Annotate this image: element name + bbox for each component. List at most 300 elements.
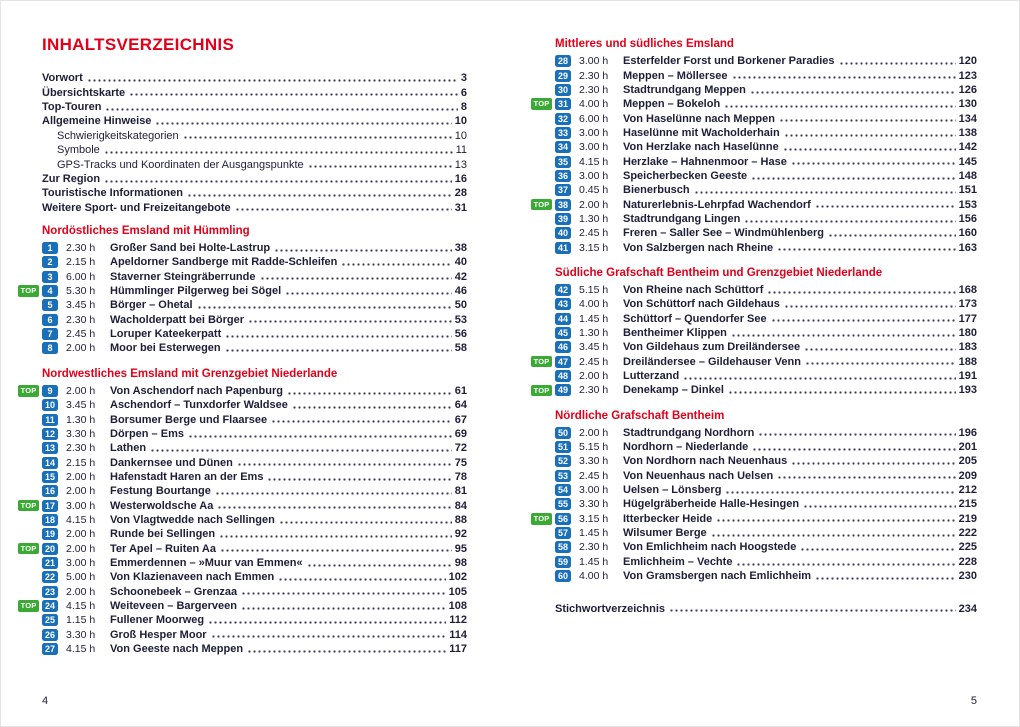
page-ref: 212 xyxy=(958,484,977,497)
tour-title: Dankernsee und Dünen xyxy=(110,456,233,469)
tour-title: Von Aschendorf nach Papenburg xyxy=(110,384,283,397)
duration: 2.00 h xyxy=(579,426,609,439)
duration: 3.00 h xyxy=(66,499,96,512)
tour-title: Emlichheim – Vechte xyxy=(623,555,733,568)
dot-leader xyxy=(183,136,452,139)
front-matter-label: Vorwort xyxy=(42,72,83,85)
dot-leader xyxy=(292,406,452,409)
page-ref: 196 xyxy=(958,426,977,439)
tour-number-badge: 27 xyxy=(42,643,58,655)
dot-leader xyxy=(828,234,956,237)
tour-title: Hügelgräberheide Halle-Hesingen xyxy=(623,498,800,511)
tour-title: Von Neuenhaus nach Uelsen xyxy=(623,469,774,482)
duration: 6.00 h xyxy=(66,270,96,283)
tour-number-badge: 38 xyxy=(555,199,571,211)
top-badge-slot xyxy=(522,356,555,368)
front-matter-row xyxy=(42,172,467,186)
tour-number-badge: 12 xyxy=(42,428,58,440)
dot-leader xyxy=(197,306,452,309)
tour-number-badge: 35 xyxy=(555,156,571,168)
tour-number-badge: 13 xyxy=(42,442,58,454)
tour-title: Ter Apel – Ruiten Aa xyxy=(110,542,216,555)
front-matter-label: Zur Region xyxy=(42,172,101,185)
tour-number-badge: 33 xyxy=(555,127,571,139)
tour-entry xyxy=(9,412,467,426)
section-heading: Südliche Grafschaft Bentheim und Grenzgebiet Niederlande xyxy=(555,266,883,279)
dot-leader xyxy=(732,76,956,79)
duration: 4.15 h xyxy=(66,599,96,612)
tour-number-badge: 48 xyxy=(555,370,571,382)
tour-number-badge: 24 xyxy=(42,600,58,612)
tour-entry xyxy=(522,212,977,226)
dot-leader xyxy=(744,220,955,223)
tour-title: Dörpen – Ems xyxy=(110,427,184,440)
duration: 2.00 h xyxy=(579,198,609,211)
page-ref: 209 xyxy=(958,469,977,482)
dot-leader xyxy=(287,392,452,395)
tour-number-badge: 25 xyxy=(42,614,58,626)
tour-title: Von Herzlake nach Haselünne xyxy=(623,141,779,154)
front-matter-row xyxy=(42,201,467,215)
page-ref: 102 xyxy=(448,571,467,584)
dot-leader xyxy=(779,119,956,122)
dot-leader xyxy=(267,478,451,481)
top-badge-slot xyxy=(9,385,42,397)
dot-leader xyxy=(694,191,956,194)
dot-leader xyxy=(129,93,458,96)
tour-entry xyxy=(522,469,977,483)
tour-number-badge: 44 xyxy=(555,313,571,325)
tour-title: Lutterzand xyxy=(623,370,680,383)
page-ref: 117 xyxy=(449,643,467,656)
tour-number-badge: 31 xyxy=(555,98,571,110)
tour-entry xyxy=(522,68,977,82)
tour-entry xyxy=(9,384,467,398)
front-matter-label: Allgemeine Hinweise xyxy=(42,115,152,128)
top-badge: TOP xyxy=(531,356,552,368)
page-ref: 193 xyxy=(958,384,977,397)
dot-leader xyxy=(241,592,445,595)
duration: 2.00 h xyxy=(66,528,96,541)
page-ref: 3 xyxy=(460,72,467,85)
tour-entry xyxy=(522,97,977,111)
tour-title: Bentheimer Klippen xyxy=(623,327,727,340)
duration: 4.15 h xyxy=(66,643,96,656)
front-matter-row xyxy=(42,71,467,85)
tour-number-badge: 15 xyxy=(42,471,58,483)
tour-title: Börger – Ohetal xyxy=(110,299,193,312)
tour-entry xyxy=(9,541,467,555)
tour-number-badge: 36 xyxy=(555,170,571,182)
tour-entry xyxy=(522,569,977,583)
tour-number-badge: 54 xyxy=(555,484,571,496)
tour-entry xyxy=(522,555,977,569)
tour-entry xyxy=(522,54,977,68)
top-badge: TOP xyxy=(18,600,39,612)
dot-leader xyxy=(104,180,452,183)
tour-title: Von Vlagtwedde nach Sellingen xyxy=(110,513,275,526)
tour-entry-list xyxy=(9,384,467,657)
front-matter-row xyxy=(42,85,467,99)
page-ref: 78 xyxy=(454,470,467,483)
tour-number-badge: 51 xyxy=(555,441,571,453)
top-badge-slot xyxy=(9,285,42,297)
dot-leader xyxy=(777,248,955,251)
dot-leader xyxy=(225,335,451,338)
tour-number-badge: 46 xyxy=(555,341,571,353)
tour-number-badge: 60 xyxy=(555,570,571,582)
page-ref: 11 xyxy=(455,144,467,157)
tour-entry xyxy=(522,197,977,211)
dot-leader xyxy=(150,449,452,452)
page-ref: 177 xyxy=(958,312,977,325)
page-ref: 28 xyxy=(454,187,467,200)
tour-number-badge: 14 xyxy=(42,457,58,469)
duration: 3.45 h xyxy=(66,399,96,412)
duration: 6.00 h xyxy=(579,112,609,125)
page-ref: 92 xyxy=(454,528,467,541)
page-ref: 173 xyxy=(958,298,977,311)
page-ref: 215 xyxy=(958,498,977,511)
dot-leader xyxy=(783,148,956,151)
tour-entry xyxy=(522,312,977,326)
tour-number-badge: 41 xyxy=(555,242,571,254)
index-label: Stichwortverzeichnis xyxy=(555,602,666,615)
dot-leader xyxy=(215,492,452,495)
tour-title: Dreiländersee – Gildehauser Venn xyxy=(623,355,801,368)
duration: 2.30 h xyxy=(66,313,96,326)
dot-leader xyxy=(260,277,452,280)
section-heading: Nordöstliches Emsland mit Hümmling xyxy=(42,224,250,237)
page-ref: 228 xyxy=(958,555,977,568)
top-badge: TOP xyxy=(18,543,39,555)
tour-entry xyxy=(9,255,467,269)
tour-number-badge: 45 xyxy=(555,327,571,339)
dot-leader xyxy=(285,292,452,295)
front-matter-label: Touristische Informationen xyxy=(42,187,183,200)
dot-leader xyxy=(155,122,451,125)
tour-title: Von Gramsbergen nach Emlichheim xyxy=(623,570,812,583)
page-ref: 46 xyxy=(454,285,467,298)
dot-leader xyxy=(208,621,446,624)
tour-title: Aschendorf – Tunxdorfer Waldsee xyxy=(110,399,288,412)
duration: 2.30 h xyxy=(579,69,609,82)
tour-entry xyxy=(9,284,467,298)
duration: 1.30 h xyxy=(579,327,609,340)
page-ref: 10 xyxy=(454,115,467,128)
page-ref: 138 xyxy=(958,126,977,139)
duration: 2.00 h xyxy=(66,342,96,355)
tour-number-badge: 56 xyxy=(555,513,571,525)
tour-title: Großer Sand bei Holte-Lastrup xyxy=(110,242,271,255)
page-ref: 142 xyxy=(958,141,977,154)
tour-title: Fullener Moorweg xyxy=(110,614,205,627)
top-badge: TOP xyxy=(18,285,39,297)
top-badge-slot xyxy=(522,513,555,525)
page-ref: 205 xyxy=(958,455,977,468)
tour-entry xyxy=(522,512,977,526)
front-matter-row xyxy=(42,100,467,114)
tour-title: Hümmlinger Pilgerweg bei Sögel xyxy=(110,285,282,298)
front-matter-label: Schwierigkeitskategorien xyxy=(57,129,179,142)
dot-leader xyxy=(752,448,955,451)
page-ref: 16 xyxy=(454,172,467,185)
front-matter-row xyxy=(42,143,467,157)
duration: 5.30 h xyxy=(66,285,96,298)
dot-leader xyxy=(839,62,956,65)
dot-leader xyxy=(308,165,452,168)
tour-entry xyxy=(9,327,467,341)
page-ref: 126 xyxy=(958,83,977,96)
tour-number-badge: 17 xyxy=(42,500,58,512)
section-heading: Mittleres und südliches Emsland xyxy=(555,38,734,50)
tour-title: Von Gildehaus zum Dreiländersee xyxy=(623,341,801,354)
duration: 5.15 h xyxy=(579,441,609,454)
duration: 2.00 h xyxy=(66,384,96,397)
page-ref: 145 xyxy=(958,155,977,168)
tour-number-badge: 53 xyxy=(555,470,571,482)
dot-leader xyxy=(804,348,956,351)
duration: 3.00 h xyxy=(579,484,609,497)
tour-title: Wilsumer Berge xyxy=(623,527,707,540)
front-matter-label: Weitere Sport- und Freizeitangebote xyxy=(42,201,231,214)
page-ref: 168 xyxy=(958,283,977,296)
tour-number-badge: 11 xyxy=(42,414,58,426)
tour-title: Westerwoldsche Aa xyxy=(110,499,214,512)
tour-number-badge: 26 xyxy=(42,629,58,641)
tour-title: Loruper Kateekerpatt xyxy=(110,328,222,341)
page-ref: 81 xyxy=(454,485,467,498)
duration: 3.15 h xyxy=(579,512,609,525)
page-ref: 108 xyxy=(448,599,467,612)
tour-title: Schoonebeek – Grenzaa xyxy=(110,585,238,598)
tour-title: Staverner Steingräberrunde xyxy=(110,270,256,283)
duration: 2.00 h xyxy=(66,470,96,483)
tour-title: Emmerdennen – »Muur van Emmen« xyxy=(110,556,303,569)
tour-number-badge: 4 xyxy=(42,285,58,297)
top-badge: TOP xyxy=(18,500,39,512)
duration: 3.30 h xyxy=(579,498,609,511)
duration: 4.00 h xyxy=(579,570,609,583)
tour-number-badge: 39 xyxy=(555,213,571,225)
page-ref: 153 xyxy=(958,198,977,211)
page-ref: 222 xyxy=(958,527,977,540)
duration: 1.45 h xyxy=(579,312,609,325)
tour-title: Haselünne mit Wacholderhain xyxy=(623,126,780,139)
left-column xyxy=(20,35,467,656)
duration: 2.00 h xyxy=(66,542,96,555)
duration: 3.00 h xyxy=(579,126,609,139)
tour-title: Meppen – Bokeloh xyxy=(623,98,721,111)
tour-title: Von Haselünne nach Meppen xyxy=(623,112,775,125)
section-heading: Nördliche Grafschaft Bentheim xyxy=(555,409,725,422)
top-badge: TOP xyxy=(531,513,552,525)
duration: 1.45 h xyxy=(579,527,609,540)
tour-entry xyxy=(9,498,467,512)
page-ref: 84 xyxy=(454,499,467,512)
tour-entry xyxy=(522,497,977,511)
duration: 3.00 h xyxy=(66,556,96,569)
duration: 1.30 h xyxy=(579,212,609,225)
page-ref: 64 xyxy=(454,399,467,412)
page-ref: 6 xyxy=(460,86,467,99)
tour-entry xyxy=(9,584,467,598)
dot-leader xyxy=(225,349,452,352)
page-ref: 120 xyxy=(958,55,977,68)
tour-entry xyxy=(9,599,467,613)
duration: 4.00 h xyxy=(579,298,609,311)
duration: 2.45 h xyxy=(579,469,609,482)
front-matter-label: Übersichtskarte xyxy=(42,86,126,99)
duration: 2.00 h xyxy=(66,585,96,598)
dot-leader xyxy=(750,91,956,94)
tour-title: Runde bei Sellingen xyxy=(110,528,216,541)
tour-number-badge: 49 xyxy=(555,384,571,396)
page-ref: 72 xyxy=(454,442,467,455)
dot-leader xyxy=(716,519,955,522)
dot-leader xyxy=(241,607,446,610)
duration: 2.45 h xyxy=(579,227,609,240)
tour-entry xyxy=(522,140,977,154)
tour-title: Herzlake – Hahnenmoor – Hase xyxy=(623,155,787,168)
page-ref: 38 xyxy=(454,242,467,255)
tour-entry xyxy=(9,513,467,527)
tour-title: Lathen xyxy=(110,442,147,455)
duration: 5.00 h xyxy=(66,571,96,584)
duration: 4.15 h xyxy=(66,513,96,526)
page-ref: 134 xyxy=(958,112,977,125)
tour-entry xyxy=(522,169,977,183)
dot-leader xyxy=(248,320,452,323)
duration: 2.00 h xyxy=(66,485,96,498)
tour-title: Hafenstadt Haren an der Ems xyxy=(110,470,264,483)
dot-leader xyxy=(736,563,955,566)
dot-leader xyxy=(279,521,452,524)
top-badge: TOP xyxy=(531,98,552,110)
tour-number-badge: 43 xyxy=(555,298,571,310)
tour-entry-list xyxy=(522,283,977,398)
tour-number-badge: 42 xyxy=(555,284,571,296)
dot-leader xyxy=(341,263,451,266)
page-ref: 98 xyxy=(454,556,467,569)
duration: 1.45 h xyxy=(579,555,609,568)
index-entry xyxy=(555,601,977,615)
duration: 2.30 h xyxy=(66,242,96,255)
page-ref: 53 xyxy=(454,313,467,326)
tour-title: Moor bei Esterwegen xyxy=(110,342,221,355)
duration: 2.15 h xyxy=(66,256,96,269)
dot-leader xyxy=(237,463,452,466)
tour-number-badge: 59 xyxy=(555,556,571,568)
dot-leader xyxy=(247,650,446,653)
duration: 2.30 h xyxy=(579,541,609,554)
dot-leader xyxy=(815,577,956,580)
top-badge: TOP xyxy=(531,385,552,397)
tour-title: Speicherbecken Geeste xyxy=(623,169,748,182)
duration: 3.45 h xyxy=(66,299,96,312)
page-ref: 123 xyxy=(958,69,977,82)
page-ref: 13 xyxy=(454,158,467,171)
tour-title: Schüttorf – Quendorfer See xyxy=(623,312,767,325)
dot-leader xyxy=(271,420,452,423)
tour-entry xyxy=(522,126,977,140)
tour-entry xyxy=(9,642,467,656)
tour-title: Von Nordhorn nach Neuenhaus xyxy=(623,455,788,468)
tour-title: Weiteveen – Bargerveen xyxy=(110,599,237,612)
tour-title: Freren – Saller See – Windmühlenberg xyxy=(623,227,825,240)
dot-leader xyxy=(728,391,956,394)
dot-leader xyxy=(220,549,452,552)
front-matter-row xyxy=(42,114,467,128)
tour-entry xyxy=(522,226,977,240)
tour-number-badge: 1 xyxy=(42,242,58,254)
tour-title: Itterbecker Heide xyxy=(623,512,713,525)
dot-leader xyxy=(815,205,956,208)
tour-title: Meppen – Möllersee xyxy=(623,69,728,82)
tour-entry xyxy=(522,340,977,354)
dot-leader xyxy=(791,462,955,465)
tour-number-badge: 22 xyxy=(42,571,58,583)
duration: 2.45 h xyxy=(66,328,96,341)
tour-entry xyxy=(9,470,467,484)
tour-entry xyxy=(522,297,977,311)
tour-entry-list xyxy=(9,241,467,356)
right-page-number: 5 xyxy=(970,695,977,707)
tour-number-badge: 30 xyxy=(555,84,571,96)
tour-entry xyxy=(9,570,467,584)
section-heading: Nordwestliches Emsland mit Grenzgebiet Niederlande xyxy=(42,367,338,380)
tour-entry-list xyxy=(522,426,977,584)
dot-leader xyxy=(767,291,955,294)
dot-leader xyxy=(758,433,955,436)
dot-leader xyxy=(711,534,956,537)
dot-leader xyxy=(683,377,955,380)
top-badge-slot xyxy=(9,500,42,512)
tour-entry xyxy=(9,341,467,355)
top-badge: TOP xyxy=(531,199,552,211)
page-ref: 67 xyxy=(454,413,467,426)
tour-entry xyxy=(522,111,977,125)
tour-entry xyxy=(522,283,977,297)
page-ref: 191 xyxy=(958,370,977,383)
duration: 1.15 h xyxy=(66,614,96,627)
dot-leader xyxy=(105,108,457,111)
duration: 3.00 h xyxy=(579,55,609,68)
tour-title: Von Schüttorf nach Gildehaus xyxy=(623,298,780,311)
tour-title: Naturerlebnis-Lehrpfad Wachendorf xyxy=(623,198,811,211)
front-matter-label: GPS-Tracks und Koordinaten der Ausgangspunkte xyxy=(57,158,304,171)
tour-entry xyxy=(9,527,467,541)
tour-entry xyxy=(522,369,977,383)
dot-leader xyxy=(784,134,956,137)
duration: 2.00 h xyxy=(579,370,609,383)
tour-title: Stadtrundgang Nordhorn xyxy=(623,426,755,439)
page-ref: 130 xyxy=(958,98,977,111)
tour-number-badge: 16 xyxy=(42,485,58,497)
page-ref: 183 xyxy=(958,341,977,354)
dot-leader xyxy=(188,435,452,438)
tour-entry xyxy=(522,83,977,97)
duration: 3.00 h xyxy=(579,169,609,182)
dot-leader xyxy=(211,635,447,638)
tour-entry xyxy=(9,270,467,284)
page-ref: 56 xyxy=(454,328,467,341)
tour-entry xyxy=(522,183,977,197)
duration: 2.45 h xyxy=(579,355,609,368)
duration: 4.00 h xyxy=(579,98,609,111)
tour-number-badge: 52 xyxy=(555,455,571,467)
page-ref: 69 xyxy=(454,427,467,440)
